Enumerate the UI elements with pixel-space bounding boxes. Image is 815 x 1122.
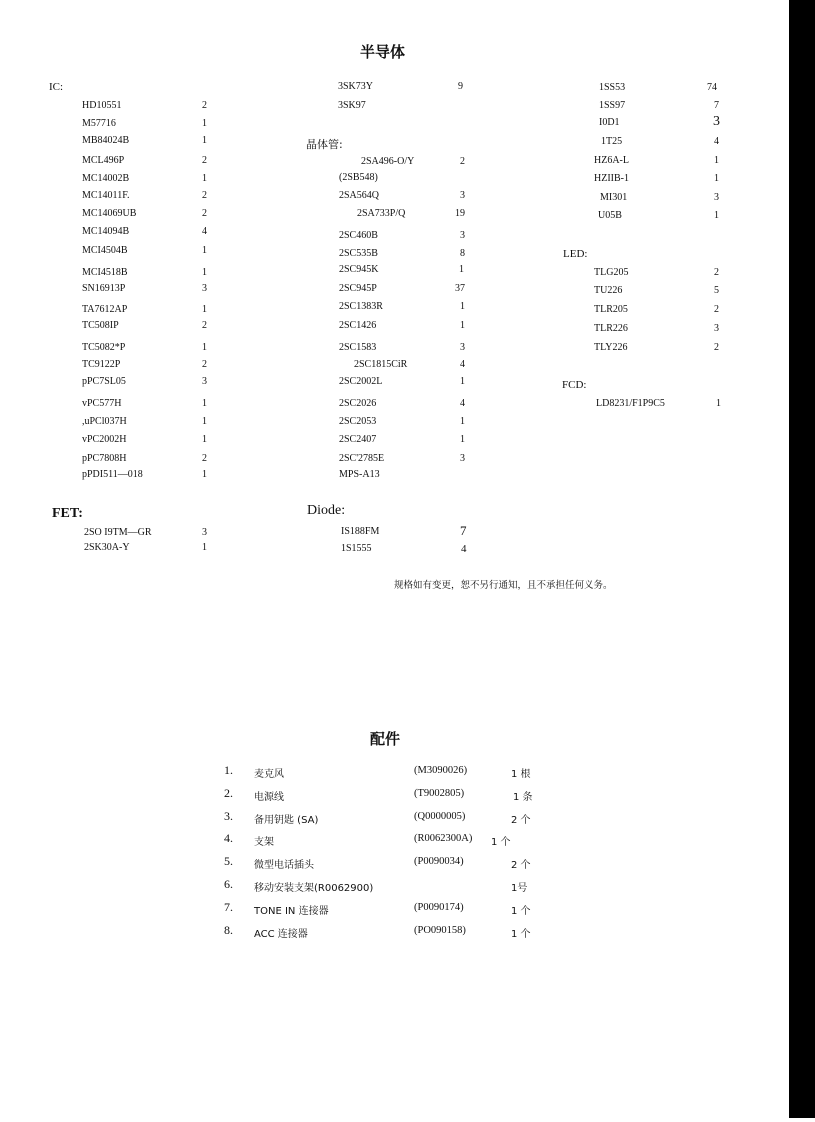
section-label-ic: IC: bbox=[49, 81, 64, 93]
accessories-title: 配件 bbox=[370, 730, 401, 748]
page-title: 半导体 bbox=[360, 43, 406, 61]
section-label-fcd: FCD: bbox=[562, 379, 587, 391]
section-label-diode: Diode: bbox=[307, 503, 346, 518]
section-label-led: LED: bbox=[563, 248, 588, 260]
section-label-transistor: 晶体管: bbox=[306, 138, 343, 151]
scan-edge bbox=[789, 0, 815, 1118]
section-label-fet: FET: bbox=[52, 506, 83, 521]
disclaimer-note: 规格如有变更，恕不另行通知，且不承担任何义务。 bbox=[394, 580, 613, 591]
